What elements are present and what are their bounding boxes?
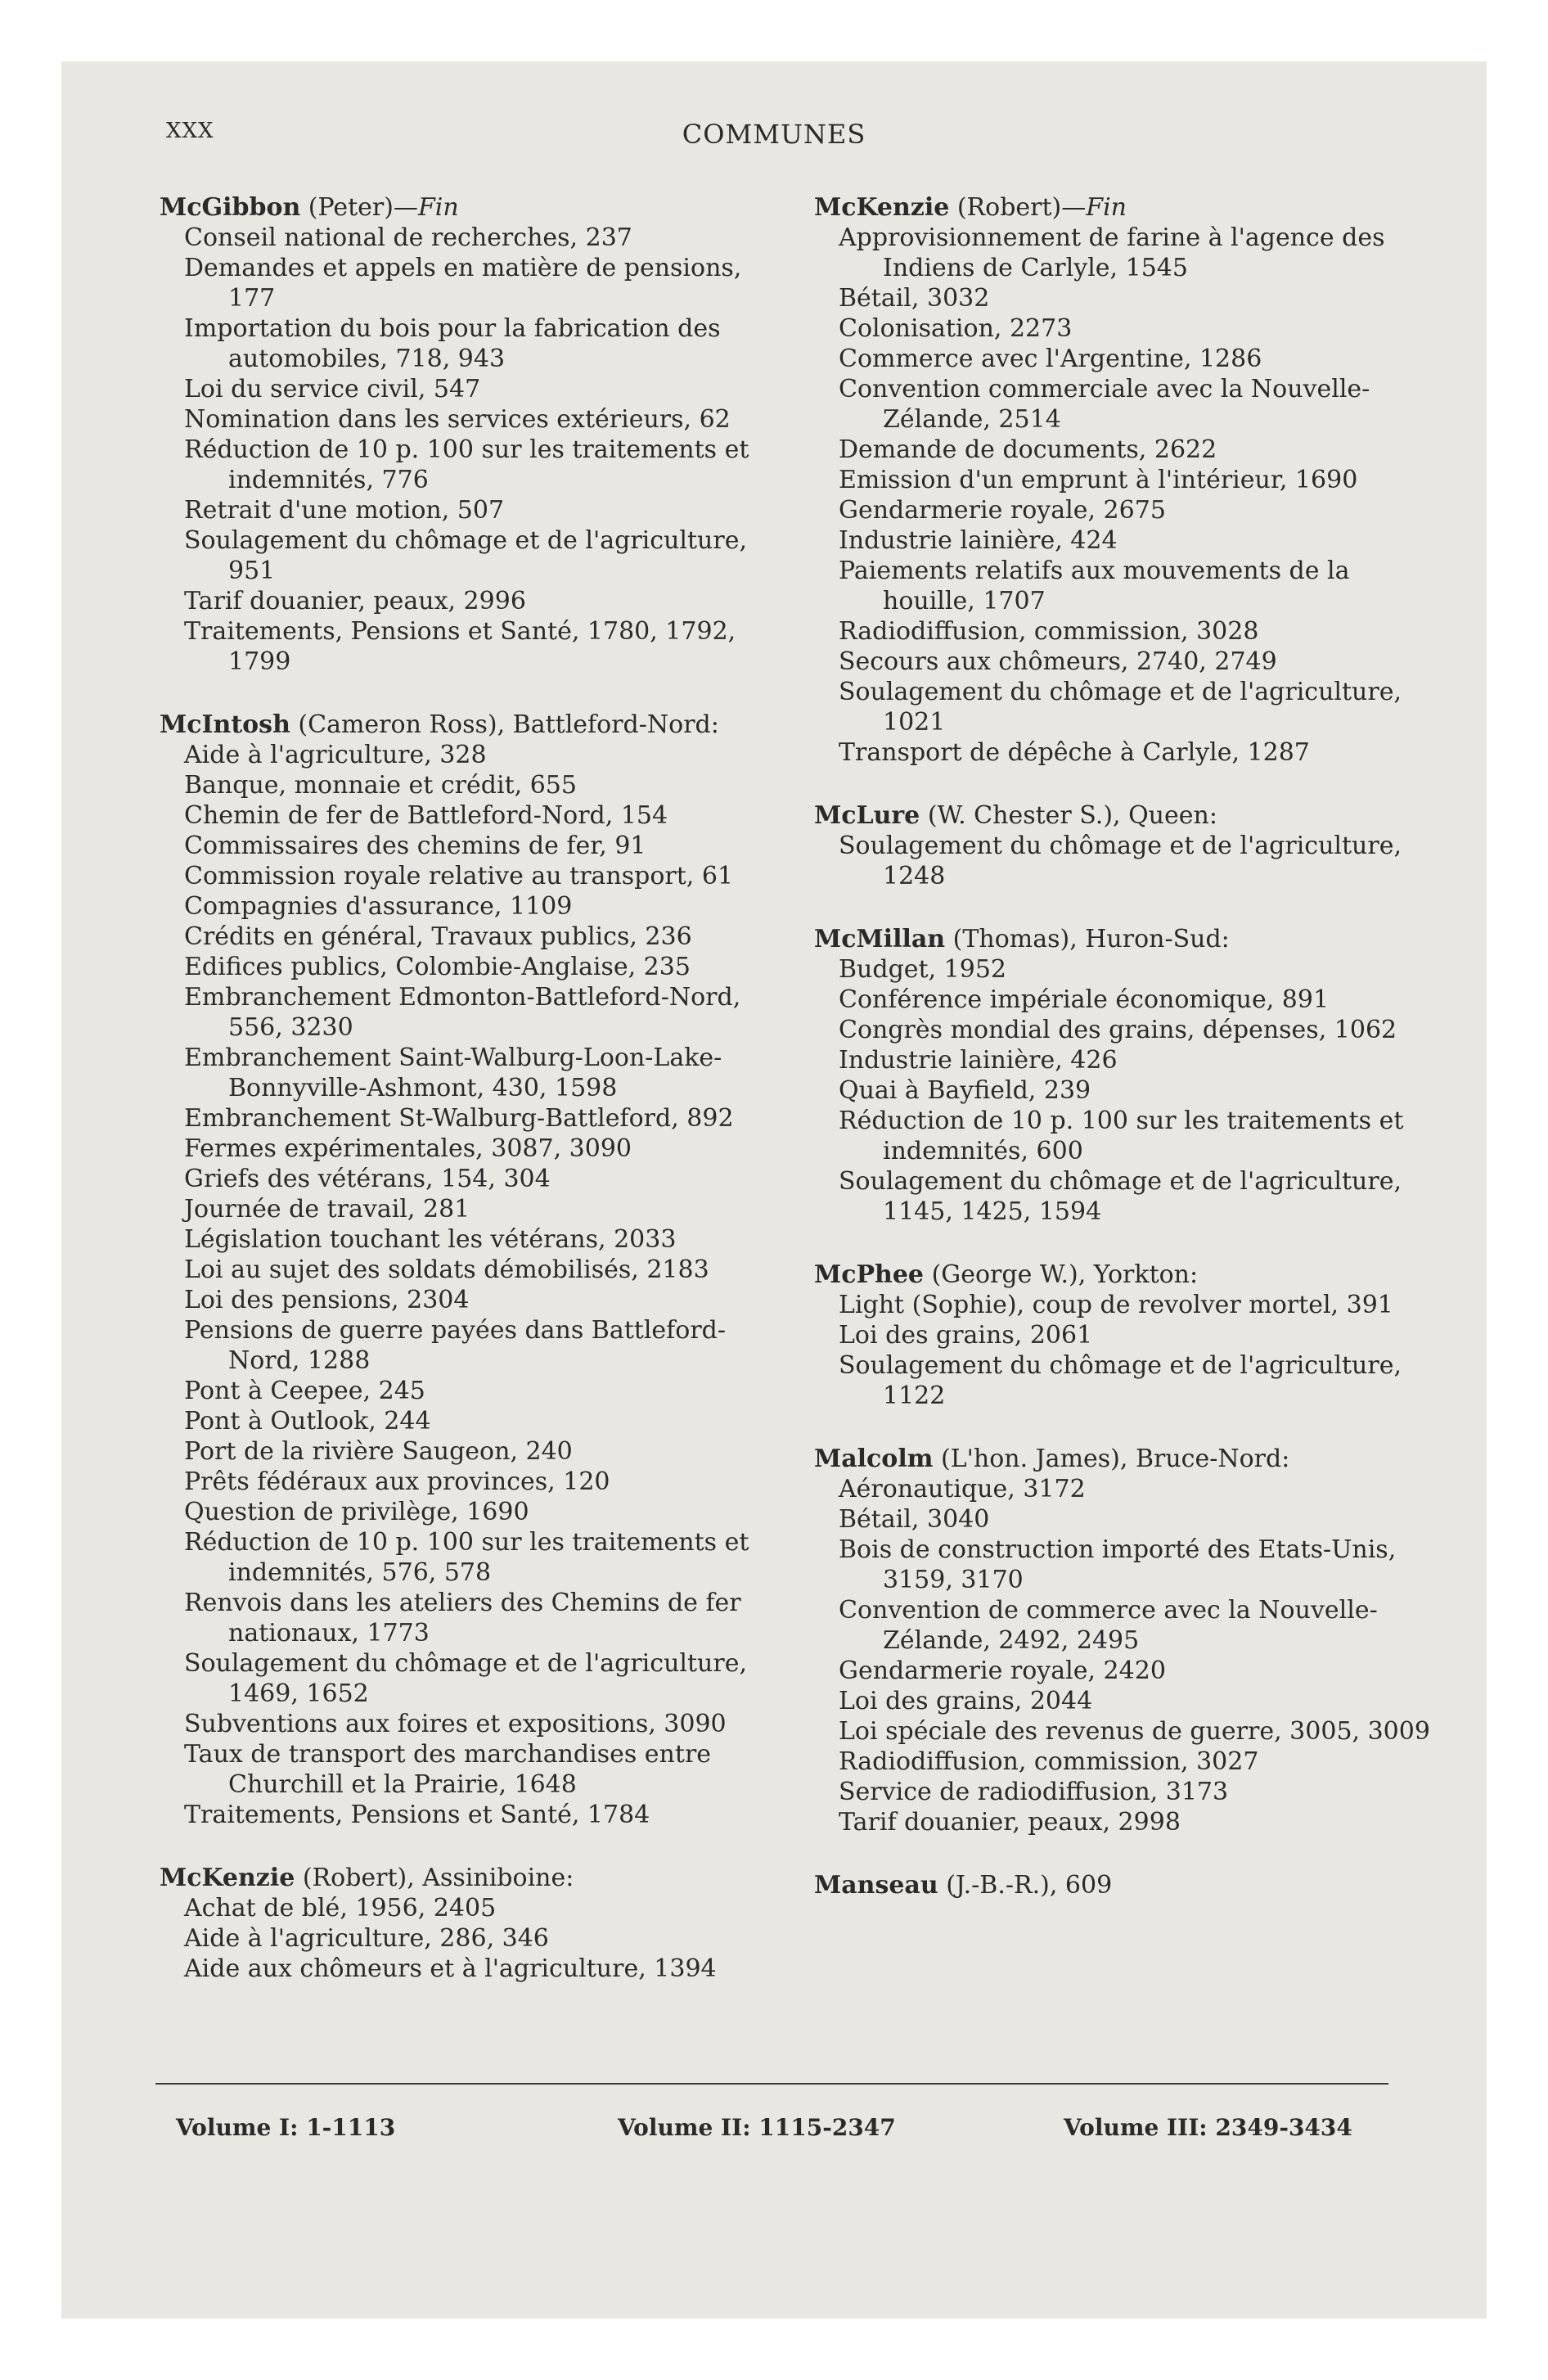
index-item: Edifices publics, Colombie-Anglaise, 235	[184, 953, 691, 981]
index-item: Loi des grains, 2061	[839, 1321, 1093, 1350]
index-item: Embranchement Edmonton-Battleford-Nord, 556, 3230	[184, 983, 741, 1042]
index-item: Embranchement St-Walburg-Battleford, 892	[184, 1104, 734, 1133]
index-item: Transport de dépêche à Carlyle, 1287	[839, 738, 1310, 767]
footer-volume-2: Volume II: 1115-2347	[618, 2114, 896, 2141]
index-item: Light (Sophie), coup de revolver mortel, 391	[839, 1291, 1393, 1319]
index-item: Compagnies d'assurance, 1109	[184, 892, 573, 921]
index-item: Subventions aux foires et expositions, 3090	[184, 1710, 727, 1738]
index-item: Réduction de 10 p. 100 sur les traitements et indemnités, 776	[184, 435, 749, 494]
index-item: Emission d'un emprunt à l'intérieur, 1690	[839, 466, 1358, 494]
member-details: (Cameron Ross), Battleford-Nord:	[290, 710, 719, 739]
index-item: Commerce avec l'Argentine, 1286	[839, 345, 1262, 373]
member-details: (J.-B.-R.), 609	[938, 1871, 1113, 1900]
index-item: Loi spéciale des revenus de guerre, 3005, 3009	[839, 1717, 1430, 1746]
index-entry	[814, 1870, 1436, 1900]
footer-volume-3: Volume III: 2349-3434	[1064, 2114, 1352, 2141]
member-details: (Peter)—	[300, 193, 418, 222]
index-item: Gendarmerie royale, 2420	[839, 1657, 1166, 1685]
index-item: Gendarmerie royale, 2675	[839, 496, 1166, 525]
member-details: (Thomas), Huron-Sud:	[945, 925, 1230, 953]
index-item: Bétail, 3032	[839, 284, 990, 313]
index-item: Bétail, 3040	[839, 1505, 990, 1534]
entry-heading	[814, 1870, 1436, 1900]
index-item: Demande de documents, 2622	[839, 435, 1217, 464]
index-item: Soulagement du chômage et de l'agriculture, 1469, 1652	[184, 1649, 747, 1708]
index-item: Commissaires des chemins de fer, 91	[184, 832, 646, 860]
footer-volume-1: Volume I: 1-1113	[176, 2114, 396, 2141]
index-item: Congrès mondial des grains, dépenses, 1062	[839, 1016, 1397, 1044]
index-item: Fermes expérimentales, 3087, 3090	[184, 1134, 632, 1163]
entry-heading	[814, 924, 1436, 954]
index-entry	[814, 1260, 1436, 1411]
continuation-marker: Fin	[417, 193, 459, 222]
index-item: Soulagement du chômage et de l'agriculture, 1122	[839, 1351, 1402, 1410]
index-item: Bois de construction importé des Etats-Unis, 3159, 3170	[839, 1535, 1397, 1594]
index-item: Aide à l'agriculture, 328	[184, 741, 487, 769]
index-item: Retrait d'une motion, 507	[184, 496, 505, 525]
index-item: Traitements, Pensions et Santé, 1784	[184, 1801, 650, 1829]
index-item: Tarif douanier, peaux, 2998	[839, 1808, 1181, 1837]
index-item: Nomination dans les services extérieurs, 62	[184, 405, 731, 434]
index-item: Soulagement du chômage et de l'agriculture, 1021	[839, 678, 1402, 737]
left-column	[160, 192, 781, 1984]
member-name: Malcolm	[814, 1445, 934, 1473]
index-item: Convention commerciale avec la Nouvelle-Zélande, 2514	[839, 375, 1370, 434]
index-item: Aide à l'agriculture, 286, 346	[184, 1924, 549, 1953]
index-item: Aéronautique, 3172	[839, 1475, 1086, 1503]
index-page	[61, 61, 1487, 2319]
footer-rule	[155, 2083, 1388, 2085]
index-entry	[814, 1444, 1436, 1837]
member-name: Manseau	[814, 1871, 938, 1900]
index-item: Renvois dans les ateliers des Chemins de fer nationaux, 1773	[184, 1589, 741, 1648]
entry-heading	[814, 1444, 1436, 1474]
index-item: Législation touchant les vétérans, 2033	[184, 1225, 677, 1254]
member-name: McKenzie	[160, 1864, 295, 1892]
continuation-marker: Fin	[1086, 193, 1127, 222]
entry-heading	[160, 1863, 781, 1893]
entry-heading	[160, 710, 781, 740]
index-item: Embranchement Saint-Walburg-Loon-Lake-Bonnyville-Ashmont, 430, 1598	[184, 1044, 722, 1102]
index-item: Paiements relatifs aux mouvements de la houille, 1707	[839, 557, 1350, 615]
member-details: (George W.), Yorkton:	[924, 1260, 1199, 1289]
index-item: Approvisionnement de farine à l'agence des Indiens de Carlyle, 1545	[839, 223, 1385, 282]
index-item: Service de radiodiffusion, 3173	[839, 1778, 1229, 1806]
index-item: Question de privilège, 1690	[184, 1498, 529, 1526]
index-item: Colonisation, 2273	[839, 314, 1073, 343]
index-item: Importation du bois pour la fabrication des automobiles, 718, 943	[184, 314, 721, 373]
index-item: Tarif douanier, peaux, 2996	[184, 587, 526, 615]
index-entry	[814, 192, 1436, 768]
member-name: McMillan	[814, 925, 946, 953]
running-head	[61, 119, 1487, 160]
index-item: Loi des pensions, 2304	[184, 1286, 470, 1314]
member-details: (L'hon. James), Bruce-Nord:	[933, 1445, 1290, 1473]
entry-heading	[814, 1260, 1436, 1290]
index-item: Radiodiffusion, commission, 3027	[839, 1747, 1259, 1776]
index-item: Convention de commerce avec la Nouvelle-Zélande, 2492, 2495	[839, 1596, 1378, 1655]
index-item: Loi des grains, 2044	[839, 1687, 1093, 1715]
index-entry	[814, 924, 1436, 1227]
index-item: Taux de transport des marchandises entre Churchill et la Prairie, 1648	[184, 1740, 712, 1799]
index-entry	[160, 192, 781, 677]
member-details: (Robert)—	[949, 193, 1087, 222]
index-item: Commission royale relative au transport, 61	[184, 862, 734, 890]
index-item: Demandes et appels en matière de pensions, 177	[184, 254, 742, 313]
index-item: Griefs des vétérans, 154, 304	[184, 1165, 551, 1193]
index-item: Réduction de 10 p. 100 sur les traitements et indemnités, 600	[839, 1107, 1404, 1165]
index-item: Loi au sujet des soldats démobilisés, 2183	[184, 1255, 709, 1284]
index-item: Aide aux chômeurs et à l'agriculture, 1394	[184, 1954, 717, 1983]
entry-heading	[160, 192, 781, 223]
index-item: Soulagement du chômage et de l'agriculture, 1145, 1425, 1594	[839, 1167, 1402, 1226]
index-item: Crédits en général, Travaux publics, 236	[184, 922, 692, 951]
index-item: Loi du service civil, 547	[184, 375, 481, 403]
index-item: Industrie lainière, 426	[839, 1046, 1118, 1075]
index-item: Chemin de fer de Battleford-Nord, 154	[184, 801, 668, 830]
index-item: Pont à Outlook, 244	[184, 1407, 431, 1436]
index-entry	[160, 1863, 781, 1984]
index-item: Industrie lainière, 424	[839, 526, 1118, 555]
index-item: Radiodiffusion, commission, 3028	[839, 617, 1259, 646]
index-item: Achat de blé, 1956, 2405	[184, 1894, 497, 1922]
index-item: Soulagement du chômage et de l'agriculture, 951	[184, 526, 747, 585]
index-entry	[160, 710, 781, 1830]
index-item: Budget, 1952	[839, 955, 1007, 984]
index-item: Pont à Ceepee, 245	[184, 1377, 425, 1405]
index-item: Conférence impériale économique, 891	[839, 985, 1330, 1014]
entry-heading	[814, 192, 1436, 223]
member-details: (W. Chester S.), Queen:	[920, 801, 1217, 830]
index-item: Quai à Bayfield, 239	[839, 1076, 1091, 1105]
entry-heading	[814, 800, 1436, 831]
member-name: McLure	[814, 801, 920, 830]
index-item: Secours aux chômeurs, 2740, 2749	[839, 647, 1277, 676]
member-name: McKenzie	[814, 193, 950, 222]
index-entry	[814, 800, 1436, 891]
index-item: Prêts fédéraux aux provinces, 120	[184, 1467, 610, 1496]
index-item: Soulagement du chômage et de l'agriculture, 1248	[839, 832, 1402, 890]
index-item: Banque, monnaie et crédit, 655	[184, 771, 577, 800]
index-item: Journée de travail, 281	[184, 1195, 470, 1224]
index-item: Conseil national de recherches, 237	[184, 223, 632, 252]
member-name: McPhee	[814, 1260, 925, 1289]
index-item: Réduction de 10 p. 100 sur les traitements et indemnités, 576, 578	[184, 1528, 749, 1587]
member-details: (Robert), Assiniboine:	[295, 1864, 574, 1892]
member-name: McGibbon	[160, 193, 301, 222]
section-title: COMMUNES	[682, 119, 866, 150]
index-item: Pensions de guerre payées dans Battleford-Nord, 1288	[184, 1316, 727, 1375]
page-number: XXX	[166, 119, 214, 143]
member-name: McIntosh	[160, 710, 290, 739]
right-column	[814, 192, 1436, 1900]
index-item: Traitements, Pensions et Santé, 1780, 1792, 1799	[184, 617, 736, 676]
index-item: Port de la rivière Saugeon, 240	[184, 1437, 573, 1466]
